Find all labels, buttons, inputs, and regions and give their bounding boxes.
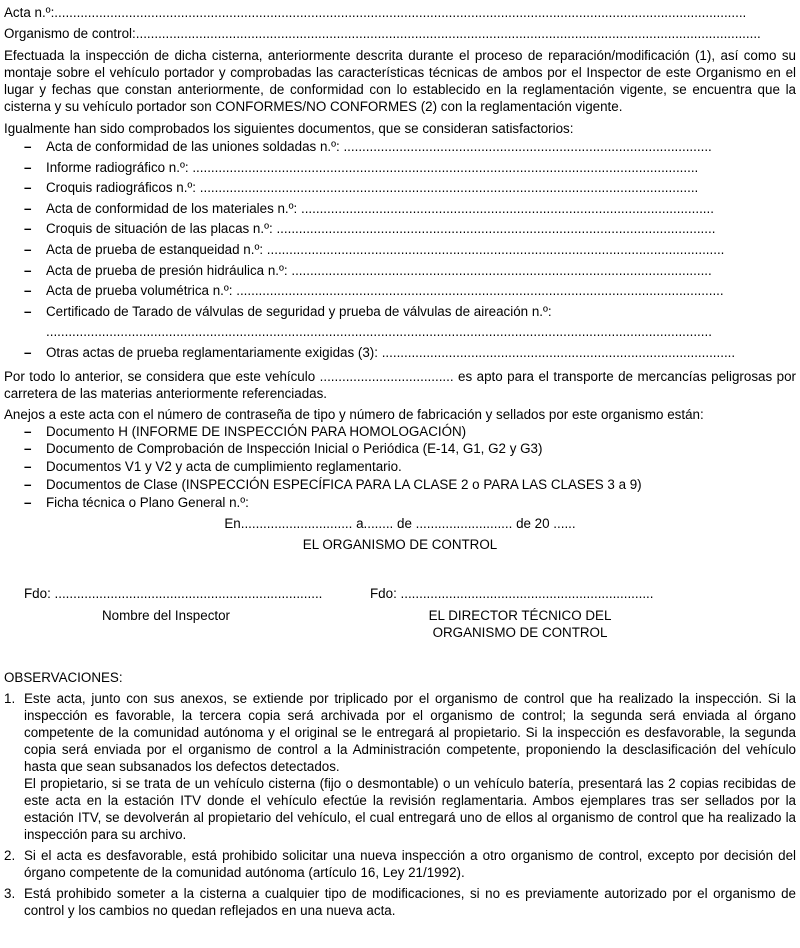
annex-label: Documentos de Clase (INSPECCIÓN ESPECÍFICA PARA LA CLASE 2 o PARA LAS CLASES 3 a 9) xyxy=(46,476,642,492)
document-item xyxy=(4,240,796,261)
director-signature-field[interactable]: Fdo: .................................................................... xyxy=(370,585,654,601)
annex-label: Documento de Comprobación de Inspección Inicial o Periódica (E-14, G1, G2 y G3) xyxy=(46,441,543,457)
dash-bullet: – xyxy=(24,159,32,175)
document-label: Acta de prueba de estanqueidad n.º: xyxy=(46,241,264,257)
dash-bullet: – xyxy=(24,441,32,457)
document-field[interactable]: ................................................................................................... xyxy=(339,139,712,154)
document-page xyxy=(4,4,796,919)
annex-item xyxy=(4,458,796,476)
annex-item xyxy=(4,494,796,512)
observation-number: 3. xyxy=(4,885,16,901)
document-item xyxy=(4,261,796,282)
dash-bullet: – xyxy=(24,459,32,475)
document-field[interactable]: ............................................................................................................... xyxy=(297,200,714,216)
annex-label: Documento H (INFORME DE INSPECCIÓN PARA HOMOLOGACIÓN) xyxy=(46,423,467,439)
annexes-intro: Anejos a este acta con el número de contraseña de tipo y número de fabricación y sellados por este organismo están: xyxy=(4,406,704,422)
document-item xyxy=(4,199,796,220)
dash-bullet: – xyxy=(24,283,32,299)
annexes-list xyxy=(4,423,796,512)
document-item xyxy=(4,343,796,364)
dash-bullet: – xyxy=(24,494,32,510)
inspector-signature xyxy=(4,585,370,641)
document-label: Acta de conformidad de las uniones soldadas n.º: xyxy=(46,139,340,154)
document-label: Acta de prueba de presión hidráulica n.º: xyxy=(46,262,288,278)
document-field[interactable]: ................................................................................................................. xyxy=(287,262,712,278)
annex-item xyxy=(4,423,796,441)
director-signature xyxy=(370,585,700,641)
dash-bullet: – xyxy=(24,221,32,237)
inspector-signature-field[interactable]: Fdo: ........................................................................ xyxy=(24,585,323,601)
dash-bullet: – xyxy=(24,139,32,154)
document-field[interactable]: ................................................................................................................................... xyxy=(232,283,724,299)
observation-item xyxy=(4,885,796,919)
date-line[interactable]: En.............................. a........ de .......................... de 20 ...... xyxy=(224,515,576,531)
observation-text: El propietario, si se trata de un vehículo cisterna (fijo o desmontable) o un vehículo batería, presentará las 2 copias recibidas de este acta en la estación ITV donde el vehículo efectúe la revisión reglamentaria. Ambos ejemplares tras ser sellados por la estación ITV, se devolverán al propietario del vehículo, el cual entregará uno de ellos al organismo de control que ha realizado la inspección para su archivo. xyxy=(24,775,796,842)
observation-number: 2. xyxy=(4,847,16,863)
annex-label: Documentos V1 y V2 y acta de cumplimiento reglamentario. xyxy=(46,459,402,475)
document-label: Certificado de Tarado de válvulas de seguridad y prueba de válvulas de aireación n.º: xyxy=(46,303,552,319)
document-item xyxy=(4,178,796,199)
annex-label: Ficha técnica o Plano General n.º: xyxy=(46,494,249,510)
document-item-continuation xyxy=(4,322,796,343)
document-field[interactable]: ...................................................................................................................... xyxy=(272,221,716,237)
conclusion-paragraph: Por todo lo anterior, se considera que este vehículo .................................... es apto para el transporte de mercancías peligrosas por carretera de las materias anteriormente referenciadas. xyxy=(4,368,796,401)
observation-text: Este acta, junto con sus anexos, se extiende por triplicado por el organismo de control que ha realizado la inspección. Si la inspección es favorable, la tercera copia será archivada por el organismo de control; la segunda será enviada al órgano competente de la comunidad autónoma y el original se le entregará al propietario. Si la inspección es desfavorable, la segunda copia será enviada por el organismo de control a la Administración competente, proponiendo la desclasificación del vehículo hasta que sean subsanados los defectos detectados. xyxy=(24,690,796,774)
documents-intro: Igualmente han sido comprobados los siguientes documentos, que se consideran satisfactorios: xyxy=(4,121,574,136)
acta-number-field[interactable]: .......................................................................................................................................................................................... xyxy=(54,5,747,20)
document-item xyxy=(4,158,796,179)
organism-title: EL ORGANISMO DE CONTROL xyxy=(302,536,498,552)
document-label: Acta de conformidad de los materiales n.º: xyxy=(46,200,298,216)
document-item xyxy=(4,219,796,240)
annex-item xyxy=(4,476,796,494)
signature-block xyxy=(4,585,796,641)
organismo-label: Organismo de control: xyxy=(4,26,136,41)
dash-bullet: – xyxy=(24,262,32,278)
dash-bullet: – xyxy=(24,241,32,257)
inspector-caption: Nombre del Inspector xyxy=(102,607,231,623)
document-field[interactable]: ................................................................................................................................................................................... xyxy=(46,324,712,340)
observations-title: OBSERVACIONES: xyxy=(4,669,123,685)
document-item xyxy=(4,302,796,323)
observation-item xyxy=(4,690,796,843)
intro-paragraph: Efectuada la inspección de dicha cisterna, anteriormente descrita durante el proceso de reparación/modificación (1), así como su montaje sobre el vehículo portador y comprobadas las características técnicas de ambos por el Inspector de este Organismo en el lugar y fechas que constan anteriormente, de conformidad con lo establecido en la reglamentación vigente, se encuentra que la cisterna y su vehículo portador son CONFORMES/NO CONFORMES (2) con la reglamentación vigente. xyxy=(4,48,796,114)
document-label: Acta de prueba volumétrica n.º: xyxy=(46,283,233,299)
dash-bullet: – xyxy=(24,200,32,216)
dash-bullet: – xyxy=(24,180,32,196)
organismo-field[interactable]: ........................................................................................................................................................................ xyxy=(135,26,761,41)
document-field[interactable]: ............................................................................................... xyxy=(377,344,736,360)
acta-number-line xyxy=(4,4,796,21)
director-caption-line-2: ORGANISMO DE CONTROL xyxy=(432,624,608,640)
document-field[interactable]: ...................................................................................................................................... xyxy=(196,180,699,196)
dash-bullet: – xyxy=(24,303,32,319)
observation-text: Está prohibido someter a la cisterna a cualquier tipo de modificaciones, si no es previamente autorizado por el organismo de control y los cambios no quedan reflejados en una nueva acta. xyxy=(24,885,796,918)
acta-number-label: Acta n.º: xyxy=(4,5,55,20)
document-field[interactable]: ........................................................................................................................... xyxy=(263,241,725,257)
document-field[interactable]: ........................................................................................................................................ xyxy=(188,159,699,175)
documents-list xyxy=(4,137,796,364)
observation-text: Si el acta es desfavorable, está prohibido solicitar una nueva inspección a otro organismo de control, excepto por decisión del órgano competente de la comunidad autónoma (artículo 16, Ley 21/1992). xyxy=(24,847,796,880)
observation-item xyxy=(4,847,796,881)
document-item xyxy=(4,281,796,302)
observation-number: 1. xyxy=(4,690,16,706)
dash-bullet: – xyxy=(24,423,32,439)
observations-list xyxy=(4,690,796,919)
dash-bullet: – xyxy=(24,476,32,492)
document-label: Otras actas de prueba reglamentariamente exigidas (3): xyxy=(46,344,378,360)
annex-item xyxy=(4,440,796,458)
document-label: Croquis radiográficos n.º: xyxy=(46,180,197,196)
organismo-line xyxy=(4,25,796,42)
document-item xyxy=(4,137,796,158)
dash-bullet: – xyxy=(24,344,32,360)
document-label: Informe radiográfico n.º: xyxy=(46,159,189,175)
document-label: Croquis de situación de las placas n.º: xyxy=(46,221,273,237)
director-caption-line-1: EL DIRECTOR TÉCNICO DEL xyxy=(428,607,612,623)
